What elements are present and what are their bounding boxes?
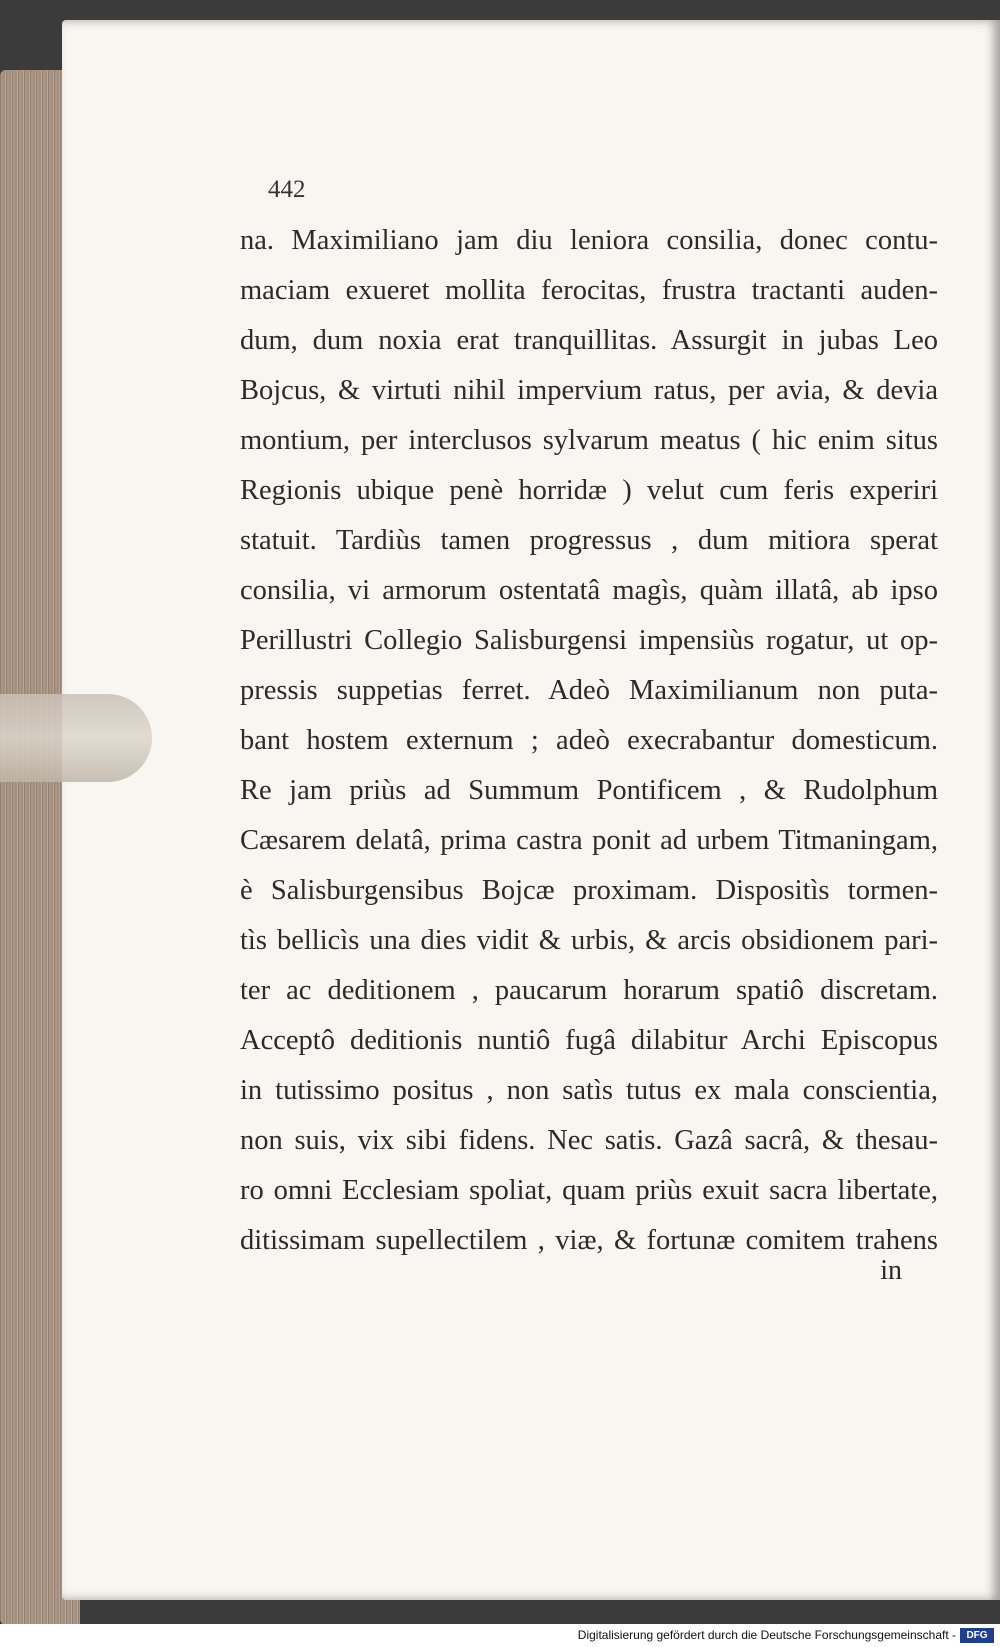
text-line: Perillustri Collegio Salisburgensi impensiùs rogatur, ut op- bbox=[240, 625, 938, 656]
page-number: 442 bbox=[268, 176, 306, 203]
text-line: Re jam priùs ad Summum Pontificem , & Rudolphum bbox=[240, 775, 938, 806]
text-line: non suis, vix sibi fidens. Nec satis. Gazâ sacrâ, & thesau- bbox=[240, 1125, 938, 1156]
text-line: dum, dum noxia erat tranquillitas. Assurgit in jubas Leo bbox=[240, 325, 938, 356]
text-line: na. Maximiliano jam diu leniora consilia, donec contu- bbox=[240, 225, 938, 256]
dfg-logo-icon: DFG bbox=[960, 1628, 994, 1643]
text-line: Acceptô deditionis nuntiô fugâ dilabitur Archi Episcopus bbox=[240, 1025, 938, 1056]
text-line: maciam exueret mollita ferocitas, frustra tractanti auden- bbox=[240, 275, 938, 306]
text-line: Regionis ubique penè horridæ ) velut cum feris experiri bbox=[240, 475, 938, 506]
text-line: Cæsarem delatâ, prima castra ponit ad urbem Titmaningam, bbox=[240, 825, 938, 856]
text-line: consilia, vi armorum ostentatâ magìs, quàm illatâ, ab ipso bbox=[240, 575, 938, 606]
catchword-row bbox=[240, 1255, 938, 1295]
text-line: montium, per interclusos sylvarum meatus ( hic enim situs bbox=[240, 425, 938, 456]
catchword: in bbox=[880, 1255, 902, 1286]
text-line: è Salisburgensibus Bojcæ proximam. Dispositìs tormen- bbox=[240, 875, 938, 906]
text-line: pressis suppetias ferret. Adeò Maximilianum non puta- bbox=[240, 675, 938, 706]
text-line: in tutissimo positus , non satìs tutus ex mala conscientia, bbox=[240, 1075, 938, 1106]
text-line: Bojcus, & virtuti nihil impervium ratus, per avia, & devia bbox=[240, 375, 938, 406]
footer-bar bbox=[0, 1624, 1000, 1647]
text-line: ro omni Ecclesiam spoliat, quam priùs exuit sacra libertate, bbox=[240, 1175, 938, 1206]
page-text bbox=[240, 216, 938, 1266]
text-line: ter ac deditionem , paucarum horarum spatiô discretam. bbox=[240, 975, 938, 1006]
funding-notice: Digitalisierung gefördert durch die Deutsche Forschungsgemeinschaft - bbox=[577, 1628, 956, 1642]
text-line: statuit. Tardiùs tamen progressus , dum mitiora sperat bbox=[240, 525, 938, 556]
text-line: ditissimam supellectilem , viæ, & fortunæ comitem trahens bbox=[240, 1225, 938, 1256]
text-line: tìs bellicìs una dies vidit & urbis, & arcis obsidionem pari- bbox=[240, 925, 938, 956]
bookmark-strip bbox=[0, 694, 152, 782]
text-line: bant hostem externum ; adeò execrabantur domesticum. bbox=[240, 725, 938, 756]
